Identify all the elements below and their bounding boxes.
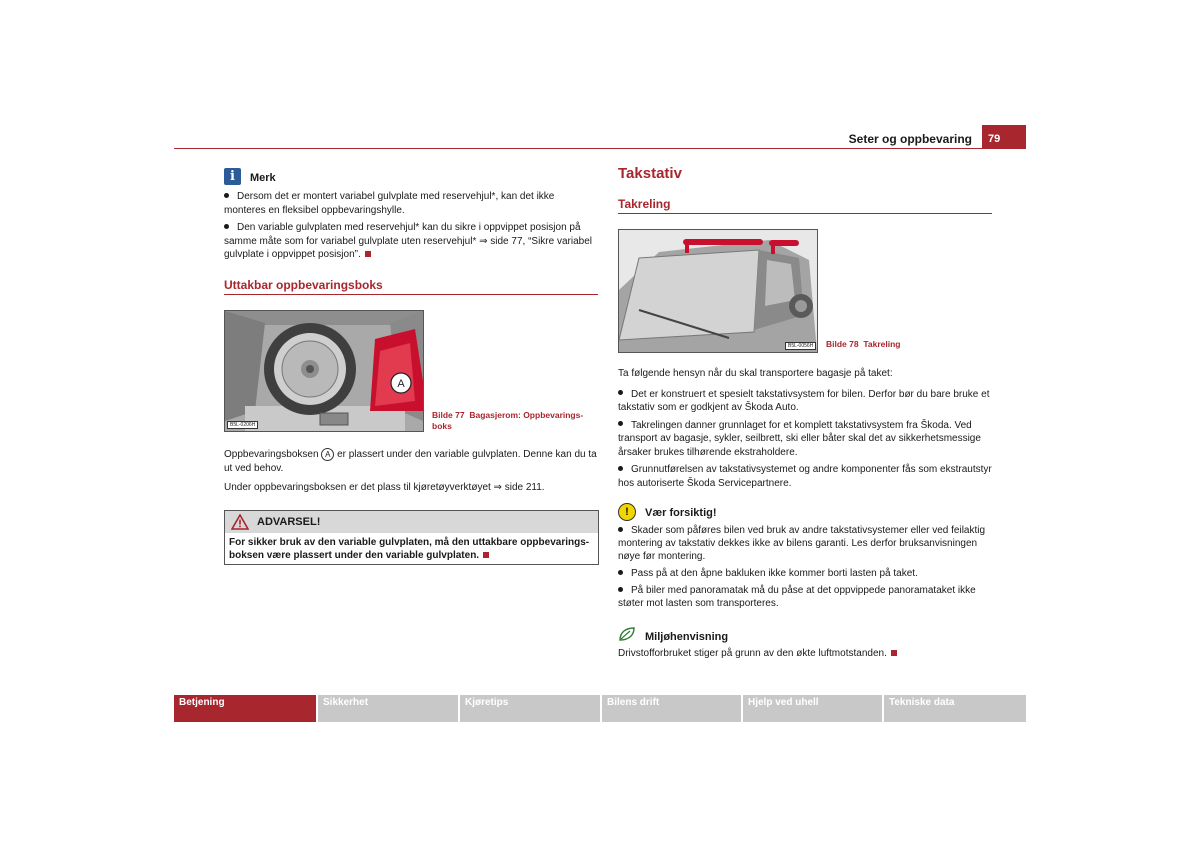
nav-tab-tekniske-data[interactable]: Tekniske data (884, 695, 1026, 722)
warning-text: For sikker bruk av den variable gulvplaten, må den uttakbare oppbevarings-boksen være plassert under den variable gulvplaten. (229, 537, 590, 561)
intro-paragraph: Ta følgende hensyn når du skal transportere bagasje på taket: (618, 368, 893, 379)
section-heading-storage-box: Uttakbar oppbevaringsboks (224, 278, 383, 292)
car-roof-illustration (619, 230, 817, 352)
nav-tab-hjelp-ved-uhell[interactable]: Hjelp ved uhell (743, 695, 882, 722)
marker-a-icon: A (321, 448, 334, 461)
note-body (224, 190, 598, 266)
bullet-dot (224, 224, 229, 229)
bullet-dot (618, 527, 623, 532)
paragraph: Oppbevaringsboksen A er plassert under den variable gulvplaten. Denne kan du ta ut ved behov. (224, 449, 597, 474)
section-heading-roof-rail: Takreling (618, 197, 671, 211)
nav-tab-sikkerhet[interactable]: Sikkerhet (318, 695, 458, 722)
note-bullet: Dersom det er montert variabel gulvplate med reservehjul*, kan det ikke monteres en fleksibel oppbevaringshylle. (224, 191, 555, 216)
chapter-title: Takstativ (618, 165, 682, 182)
end-mark (891, 650, 897, 656)
nav-tab-betjening[interactable]: Betjening (174, 695, 316, 722)
note-bullet: Den variable gulvplaten med reservehjul* kan du sikre i oppvippet posisjon på samme måte som for variabel gulvplate uten reservehjul* ⇒ side 77, “Sikre variabel gulvplate i oppvippet posisjon”. (224, 222, 592, 260)
info-icon: i (224, 168, 241, 185)
warning-title: ADVARSEL! (257, 516, 321, 528)
caution-title: Vær forsiktig! (645, 507, 717, 519)
warning-triangle-icon (231, 514, 249, 530)
paragraph: Under oppbevaringsboksen er det plass til kjøretøyverktøyet ⇒ side 211. (224, 482, 545, 493)
svg-text:A: A (397, 378, 405, 390)
figure-caption-77: Bilde 77 Bagasjerom: Oppbevarings-boks (432, 410, 584, 431)
caution-bullet: Skader som påføres bilen ved bruk av andre takstativsystemer eller ved feilaktig montering av takstativ dekkes ikke av bilens garanti. Les derfor bruksanvisningen nøye før montering. (618, 525, 986, 562)
environment-text: Drivstofforbruket stiger på grunn av den økte luftmotstanden. (618, 647, 992, 661)
environment-title: Miljøhenvisning (645, 631, 729, 643)
figure-code: B5L-0206H (227, 421, 258, 429)
caution-bullet: Pass på at den åpne bakluken ikke kommer borti lasten på taket. (618, 567, 992, 580)
figure-code: B5L-0056H (785, 342, 816, 350)
figure-roof-rail (618, 229, 818, 353)
end-mark (483, 552, 489, 558)
caution-body (618, 524, 992, 614)
caution-bullet: På biler med panoramatak må du påse at det oppvippede panoramataket ikke støter mot lasten som transporteres. (618, 585, 976, 609)
storage-box-text (224, 448, 598, 499)
figure-caption-78: Bilde 78 Takreling (826, 339, 901, 349)
bullet-dot (618, 466, 623, 471)
end-mark (365, 251, 371, 257)
nav-tab-bilens-drift[interactable]: Bilens drift (602, 695, 741, 722)
bullet-dot (224, 193, 229, 198)
note-title: Merk (250, 172, 276, 184)
roof-bullet: Takrelingen danner grunnlaget for et komplett takstativsystem fra Škoda. Ved transport av bagasje, sykler, seilbrett, ski eller båter skal det av sikkerhetsmessige årsaker brukes tilhørende ekstraholdere. (618, 419, 981, 458)
trunk-illustration (225, 311, 423, 431)
bullet-dot (618, 587, 623, 592)
figure-trunk-storage-box (224, 310, 424, 432)
header-rule (174, 148, 1026, 149)
roof-bullet: Det er konstruert et spesielt takstativsystem for bilen. Derfor bør du bare bruke et takstativ som er godkjent av Škoda Auto. (618, 388, 990, 413)
page-number: 79 (982, 125, 1026, 149)
roof-bullet: Grunnutførelsen av takstativsystemet og andre komponenter fås som ekstrautstyr hos autoriserte Škoda Servicepartnere. (618, 464, 992, 489)
running-header-title: Seter og oppbevaring (848, 132, 972, 146)
warning-box (224, 510, 599, 565)
section-rule (618, 213, 992, 214)
bullet-dot (618, 421, 623, 426)
section-rule (224, 294, 598, 295)
roof-rail-text (618, 367, 992, 494)
bullet-dot (618, 570, 623, 575)
environment-leaf-icon (618, 626, 636, 642)
warning-header (225, 511, 598, 533)
caution-icon: ! (618, 503, 636, 521)
nav-tab-kjoretips[interactable]: Kjøretips (460, 695, 600, 722)
bullet-dot (618, 390, 623, 395)
